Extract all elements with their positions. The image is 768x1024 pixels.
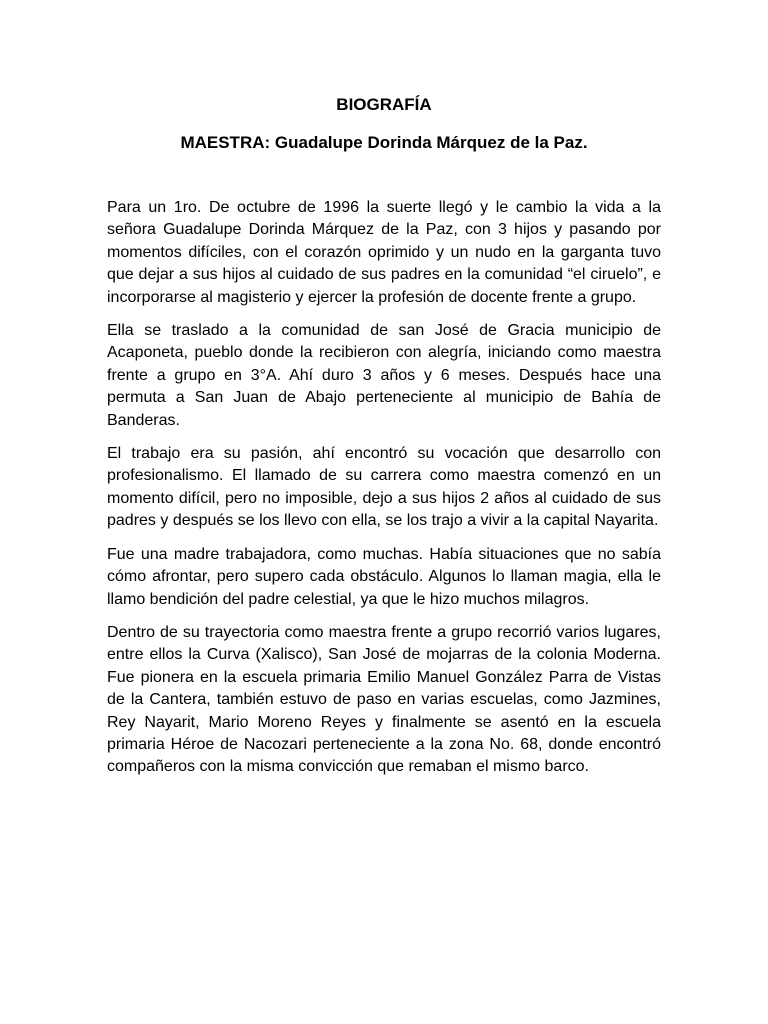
paragraph-3: El trabajo era su pasión, ahí encontró su vocación que desarrollo con profesionalismo. El llamado de su carrera como maestra comenzó en un momento difícil, pero no imposible, dejo a sus hijos 2 años al cuidado de sus padres y después se los llevo con ella, se los trajo a vivir a la capital Nayarita. [107, 445, 661, 530]
paragraph-4: Fue una madre trabajadora, como muchas. Había situaciones que no sabía cómo afrontar, pero supero cada obstáculo. Algunos lo llaman magia, ella le llamo bendición del padre celestial, ya que le hizo muchos milagros. [107, 545, 661, 608]
document-subtitle: MAESTRA: Guadalupe Dorinda Márquez de la Paz. [180, 133, 588, 152]
paragraph-5: Dentro de su trayectoria como maestra frente a grupo recorrió varios lugares, entre ellos la Curva (Xalisco), San José de mojarras de la colonia Moderna. Fue pionera en la escuela primaria Emilio Manuel González Parra de Vistas de la Cantera, también estuvo de paso en varias escuelas, como Jazmines, Rey Nayarit, Mario Moreno Reyes y finalmente se asentó en la escuela primaria Héroe de Nacozari perteneciente a la zona No. 68, donde encontró compañeros con la misma convicción que remaban el mismo barco. [107, 623, 661, 776]
document-title: BIOGRAFÍA [336, 95, 432, 114]
paragraph-1: Para un 1ro. De octubre de 1996 la suerte llegó y le cambio la vida a la señora Guadalupe Dorinda Márquez de la Paz, con 3 hijos y pasando por momentos difíciles, con el corazón oprimido y un nudo en la garganta tuvo que dejar a sus hijos al cuidado de sus padres en la comunidad “el ciruelo”, e incorporarse al magisterio y ejercer la profesión de docente frente a grupo. [107, 199, 661, 306]
document-body [107, 197, 661, 790]
paragraph-2: Ella se traslado a la comunidad de san José de Gracia municipio de Acaponeta, pueblo donde la recibieron con alegría, iniciando como maestra frente a grupo en 3°A. Ahí duro 3 años y 6 meses. Después hace una permuta a San Juan de Abajo perteneciente al municipio de Bahía de Banderas. [107, 322, 661, 429]
